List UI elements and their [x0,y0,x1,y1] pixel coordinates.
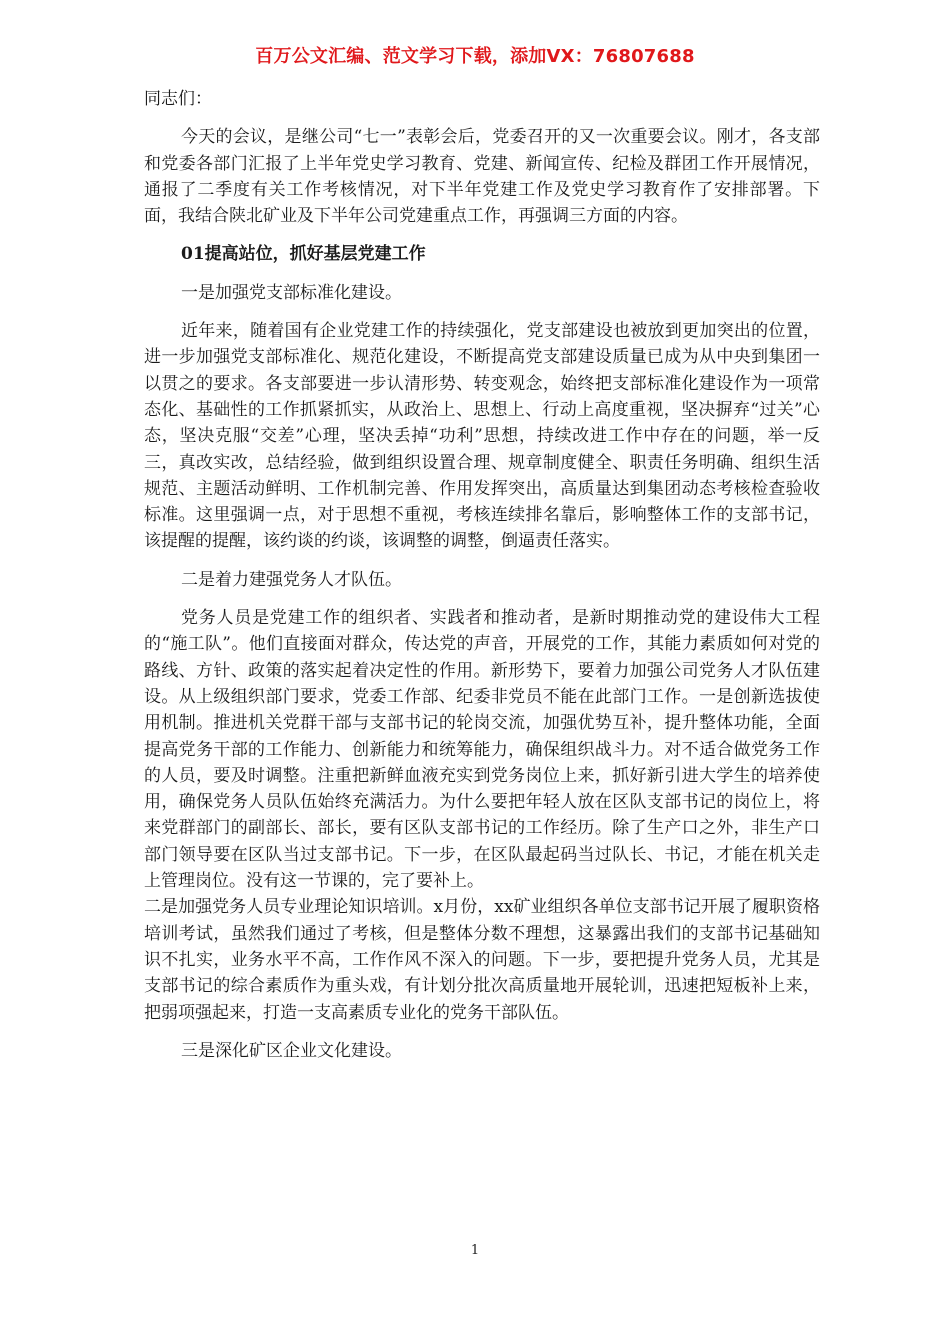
intro-paragraph: 今天的会议，是继公司“七一”表彰会后，党委召开的又一次重要会议。刚才，各支部和党委各部门汇报了上半年党史学习教育、党建、新闻宣传、纪检及群团工作开展情况，通报了二季度有关工作考核情况，对下半年党建工作及党史学习教育作了安排部署。下面，我结合陕北矿业及下半年公司党建重点工作，再强调三方面的内容。 [144,127,820,227]
body-paragraph-1: 近年来，随着国有企业党建工作的持续强化，党支部建设也被放到更加突出的位置，进一步加强党支部标准化、规范化建设，不断提高党支部建设质量已成为从中央到集团一以贯之的要求。各支部要进一步认清形势、转变观念，始终把支部标准化建设作为一项常态化、基础性的工作抓紧抓实，从政治上、思想上、行动上高度重视，坚决摒弃“过关”心态，坚决克服“交差”心理，坚决丢掉“功利”思想，持续改进工作中存在的问题，举一反三，真改实改，总结经验，做到组织设置合理、规章制度健全、职责任务明确、组织生活规范、主题活动鲜明、工作机制完善、作用发挥突出，高质量达到集团动态考核检查验收标准。这里强调一点，对于思想不重视，考核连续排名靠后，影响整体工作的支部书记，该提醒的提醒，该约谈的约谈，该调整的调整，倒逼责任落实。 [144,321,820,552]
salutation: 同志们： [144,89,212,109]
body-paragraph-3: 二是加强党务人员专业理论知识培训。x月份，xx矿业组织各单位支部书记开展了履职资格培训考试，虽然我们通过了考核，但是整体分数不理想，这暴露出我们的支部书记基础知识不扎实，业务水平不高，工作作风不深入的问题。下一步，要把提升党务人员，尤其是支部书记的综合素质作为重头戏，有计划分批次高质量地开展轮训，迅速把短板补上来，把弱项强起来，打造一支高素质专业化的党务干部队伍。 [144,897,820,1023]
subheading-1: 一是加强党支部标准化建设。 [181,282,402,303]
subheading-2: 二是着力建强党务人才队伍。 [181,569,402,590]
body-paragraph-2: 党务人员是党建工作的组织者、实践者和推动者，是新时期推动党的建设伟大工程的“施工队”。他们直接面对群众，传达党的声音，开展党的工作，其能力素质如何对党的路线、方针、政策的落实起着决定性的作用。新形势下，要着力加强公司党务人才队伍建设。从上级组织部门要求，党委工作部、纪委非党员不能在此部门工作。一是创新选拔使用机制。推进机关党群干部与支部书记的轮岗交流，加强优势互补，提升整体功能，全面提高党务干部的工作能力、创新能力和统筹能力，确保组织战斗力。对不适合做党务工作的人员，要及时调整。注重把新鲜血液充实到党务岗位上来，抓好新引进大学生的培养使用，确保党务人员队伍始终充满活力。为什么要把年轻人放在区队支部书记的岗位上，将来党群部门的副部长、部长，要有区队支部书记的工作经历。除了生产口之外，非生产口部门领导要在区队当过支部书记。下一步，在区队最起码当过队长、书记，才能在机关走上管理岗位。没有这一节课的，完了要补上。 [144,608,820,892]
page-number: 1 [470,1243,480,1258]
section-heading: 01提高站位，抓好基层党建工作 [181,244,426,265]
subheading-3: 三是深化矿区企业文化建设。 [181,1040,402,1061]
document-body [144,86,820,1064]
header-banner: 百万公文汇编、范文学习下载，添加VX：76807688 [255,46,695,67]
